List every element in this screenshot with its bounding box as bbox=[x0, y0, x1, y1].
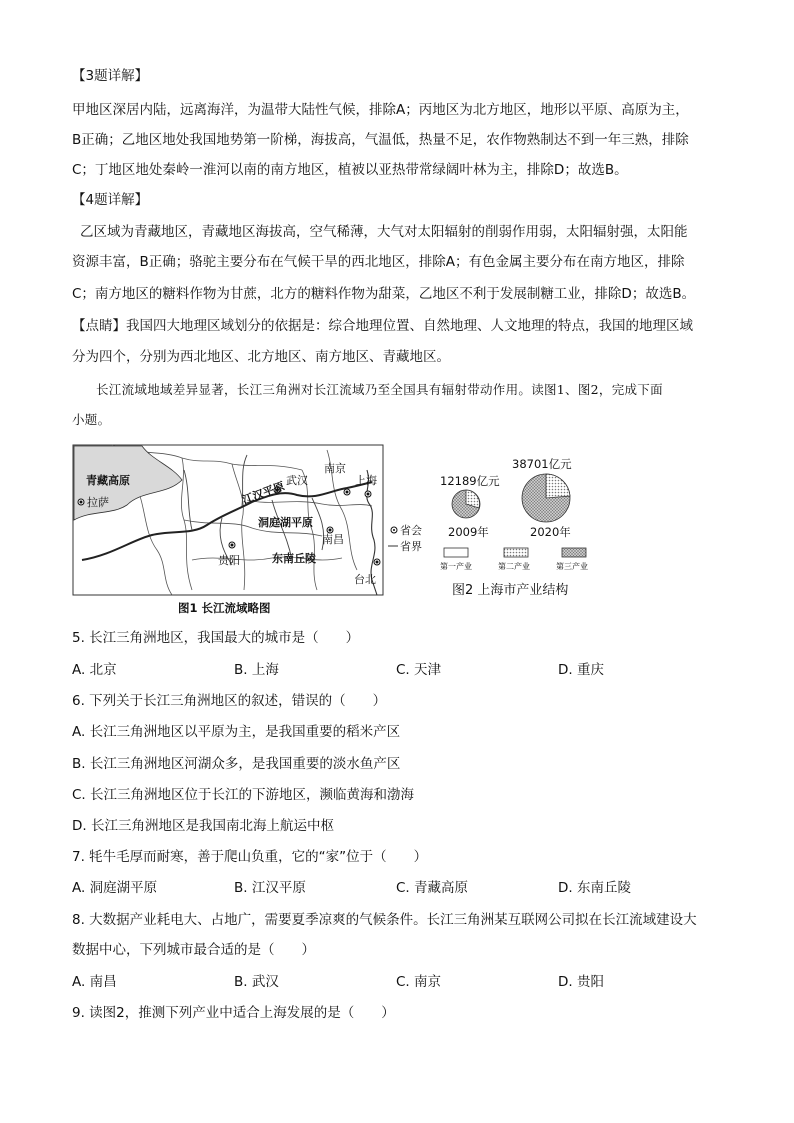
value-2009: 12189亿元 bbox=[440, 474, 500, 488]
q9-stem: 9. 读图2，推测下列产业中适合上海发展的是（ ） bbox=[72, 1005, 395, 1021]
legend-tertiary: 第三产业 bbox=[556, 562, 588, 571]
q8-option-b[interactable]: B. 武汉 bbox=[234, 974, 279, 990]
tip-line-1: 【点睛】我国四大地理区域划分的依据是：综合地理位置、自然地理、人文地理的特点，我国的地理区域 bbox=[72, 318, 693, 334]
label-guiyang: 贵阳 bbox=[218, 554, 240, 567]
q4-heading: 【4题详解】 bbox=[72, 192, 149, 208]
label-taibei: 台北 bbox=[354, 573, 376, 586]
q5-option-d[interactable]: D. 重庆 bbox=[558, 662, 604, 678]
label-shanghai: 上海 bbox=[355, 474, 377, 487]
q6-option-d[interactable]: D. 长江三角洲地区是我国南北海上航运中枢 bbox=[72, 818, 334, 834]
q8-option-a[interactable]: A. 南昌 bbox=[72, 974, 117, 990]
q6-option-b[interactable]: B. 长江三角洲地区河湖众多，是我国重要的淡水鱼产区 bbox=[72, 756, 401, 772]
yangtze-basin-map bbox=[72, 440, 422, 620]
q3-line-2: B正确；乙地区地处我国地势第一阶梯，海拔高，气温低，热量不足，农作物熟制达不到一年三熟，排除 bbox=[72, 132, 689, 148]
q8-stem-1: 8. 大数据产业耗电大、占地广，需要夏季凉爽的气候条件。长江三角洲某互联网公司拟在长江流域建设大 bbox=[72, 912, 697, 928]
q8-stem-2: 数据中心，下列城市最合适的是（ ） bbox=[72, 942, 315, 958]
legend-capital: 省会 bbox=[400, 524, 422, 537]
legend-primary: 第一产业 bbox=[440, 562, 472, 571]
label-2009: 2009年 bbox=[448, 525, 489, 539]
legend-border: 省界 bbox=[400, 540, 422, 553]
q6-option-a[interactable]: A. 长江三角洲地区以平原为主，是我国重要的稻米产区 bbox=[72, 724, 401, 740]
q4-line-1: 乙区域为青藏地区，青藏地区海拔高，空气稀薄，大气对太阳辐射的削弱作用弱，太阳辐射强，太阳能 bbox=[80, 224, 688, 240]
intro-line-1: 长江流域地域差异显著，长江三角洲对长江流域乃至全国具有辐射带动作用。读图1、图2，完成下面 bbox=[96, 382, 663, 397]
q3-line-3: C；丁地区地处秦岭一淮河以南的南方地区，植被以亚热带常绿阔叶林为主，排除D；故选B。 bbox=[72, 162, 628, 178]
q8-option-c[interactable]: C. 南京 bbox=[396, 974, 442, 990]
q7-option-d[interactable]: D. 东南丘陵 bbox=[558, 880, 631, 896]
tip-line-2: 分为四个，分别为西北地区、北方地区、南方地区、青藏地区。 bbox=[72, 349, 450, 365]
q7-option-c[interactable]: C. 青藏高原 bbox=[396, 880, 469, 896]
label-2020: 2020年 bbox=[530, 525, 571, 539]
value-2020: 38701亿元 bbox=[512, 457, 572, 471]
fig2-caption: 图2 上海市产业结构 bbox=[452, 583, 569, 598]
pie-2009 bbox=[452, 490, 480, 518]
q7-option-a[interactable]: A. 洞庭湖平原 bbox=[72, 880, 158, 896]
fig1-caption: 图1 长江流域略图 bbox=[178, 601, 271, 615]
q3-heading: 【3题详解】 bbox=[72, 68, 149, 84]
label-nanchang: 南昌 bbox=[322, 533, 344, 546]
shanghai-industry-figure bbox=[434, 452, 604, 602]
label-dongting: 洞庭湖平原 bbox=[258, 516, 313, 529]
label-dongnan: 东南丘陵 bbox=[272, 552, 316, 565]
q3-line-1: 甲地区深居内陆，远离海洋，为温带大陆性气候，排除A；丙地区为北方地区，地形以平原、高原为主， bbox=[72, 102, 689, 118]
q8-option-d[interactable]: D. 贵阳 bbox=[558, 974, 604, 990]
label-wuhan: 武汉 bbox=[286, 474, 308, 487]
q6-stem: 6. 下列关于长江三角洲地区的叙述，错误的（ ） bbox=[72, 693, 387, 709]
label-nanjing: 南京 bbox=[324, 462, 346, 475]
q5-option-b[interactable]: B. 上海 bbox=[234, 662, 279, 678]
q7-option-b[interactable]: B. 江汉平原 bbox=[234, 880, 306, 896]
q6-option-c[interactable]: C. 长江三角洲地区位于长江的下游地区，濒临黄海和渤海 bbox=[72, 787, 415, 803]
map-legend bbox=[388, 523, 422, 553]
label-jianghan: 江汉平原 bbox=[240, 479, 287, 507]
intro-line-2: 小题。 bbox=[72, 412, 111, 427]
q5-option-c[interactable]: C. 天津 bbox=[396, 662, 442, 678]
q5-stem: 5. 长江三角洲地区，我国最大的城市是（ ） bbox=[72, 630, 360, 646]
q5-option-a[interactable]: A. 北京 bbox=[72, 662, 117, 678]
pie-2020 bbox=[522, 474, 570, 522]
q4-line-3: C；南方地区的糖料作物为甘蔗，北方的糖料作物为甜菜，乙地区不利于发展制糖工业，排除D；故选B。 bbox=[72, 286, 696, 302]
q7-stem: 7. 牦牛毛厚而耐寒，善于爬山负重，它的“家”位于（ ） bbox=[72, 849, 428, 865]
label-lhasa: 拉萨 bbox=[87, 496, 109, 509]
label-qingzang: 青藏高原 bbox=[86, 474, 130, 487]
legend-secondary: 第二产业 bbox=[498, 562, 530, 571]
industry-legend bbox=[440, 548, 588, 571]
q4-line-2: 资源丰富，B正确；骆驼主要分布在气候干旱的西北地区，排除A；有色金属主要分布在南方地区，排除 bbox=[72, 254, 685, 270]
